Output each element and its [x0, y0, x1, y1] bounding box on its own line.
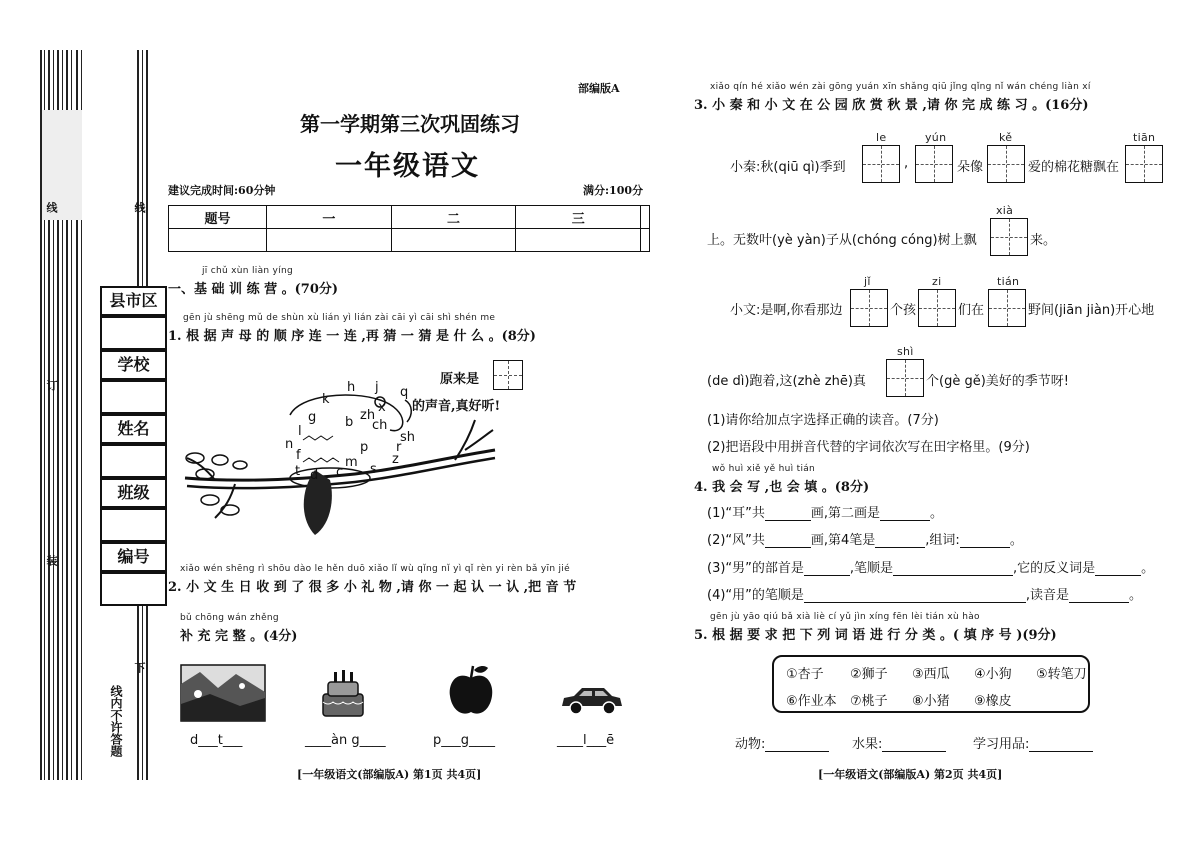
- car-icon: [560, 684, 624, 716]
- q3-line2-a: 上。无数叶(yè yàn)子从(chóng cóng)树上飘: [707, 233, 977, 248]
- score-cell[interactable]: [516, 229, 641, 252]
- score-cell[interactable]: [267, 229, 392, 252]
- gift-answer-1[interactable]: d___t___: [190, 733, 243, 748]
- tian-box-tian[interactable]: [1125, 145, 1163, 183]
- word-item: ⑦桃子: [850, 694, 888, 709]
- q4-line3-d: 。: [1141, 561, 1155, 576]
- section1-title: 一、基 础 训 练 营 。(70分): [168, 282, 339, 297]
- letter[interactable]: z: [392, 452, 399, 467]
- tian-box-shi[interactable]: [886, 359, 924, 397]
- landscape-picture-icon: [180, 664, 266, 722]
- table-header-cell: 一: [267, 206, 392, 229]
- q4-pinyin: wǒ huì xiě yě huì tián: [712, 464, 816, 474]
- q3-line1-b: 朵像: [957, 160, 984, 175]
- box-pinyin-shi: shì: [897, 345, 914, 358]
- category-label: 动物:: [735, 737, 766, 752]
- q3-pinyin: xiǎo qín hé xiǎo wén zài gōng yuán xīn shǎng qiū jǐng qǐng nǐ wán chéng liàn xí: [710, 82, 1091, 92]
- q4-line2-d: 。: [1009, 533, 1023, 548]
- right-footer: [一年级语文(部编版A) 第2页 共4页]: [818, 768, 1003, 781]
- q2-text2: 补 充 完 整 。(4分): [180, 629, 298, 644]
- tian-box-le[interactable]: [862, 145, 900, 183]
- q4-line1-b: 画,第二画是: [810, 506, 881, 521]
- letter[interactable]: g: [308, 410, 317, 425]
- q3-line3-a: 小文:是啊,你看那边: [730, 303, 843, 318]
- word-item: ⑥作业本: [786, 694, 837, 709]
- box-pinyin-ke: kě: [999, 131, 1013, 144]
- box-pinyin-xia: xià: [996, 204, 1014, 217]
- section1-pinyin: jī chǔ xùn liàn yíng: [202, 266, 293, 276]
- name-label: 姓名: [100, 414, 167, 444]
- letter[interactable]: h: [347, 380, 356, 395]
- q4-text: 4. 我 会 写 ,也 会 填 。(8分): [694, 480, 870, 495]
- letter[interactable]: c: [336, 465, 344, 480]
- category-label: 水果:: [852, 737, 883, 752]
- answer-blank[interactable]: [960, 534, 1010, 548]
- letter[interactable]: x: [378, 400, 386, 415]
- word-item: ⑧小猪: [912, 694, 950, 709]
- box-pinyin-tian2: tián: [997, 275, 1020, 288]
- answer-blank[interactable]: [882, 738, 946, 752]
- letter[interactable]: r: [396, 440, 402, 455]
- letter[interactable]: d: [310, 468, 319, 483]
- answer-blank[interactable]: [875, 534, 925, 548]
- box-pinyin-le: le: [876, 131, 887, 144]
- class-label: 班级: [100, 478, 167, 508]
- q4-line3-c: ,它的反义词是: [1013, 561, 1096, 576]
- q3-line3-d: 野间(jiān jiàn)开心地: [1028, 303, 1155, 318]
- letter[interactable]: q: [400, 385, 409, 400]
- word-item: ④小狗: [974, 667, 1012, 682]
- q4-line4-b: ,读音是: [1025, 588, 1070, 603]
- bird-branch-illustration: [175, 370, 505, 545]
- answer-blank[interactable]: [893, 562, 1013, 576]
- county-label: 县市区: [100, 286, 167, 316]
- answer-blank[interactable]: [765, 738, 829, 752]
- score-cell[interactable]: [641, 229, 650, 252]
- table-header-cell: [641, 206, 650, 229]
- table-header-cell: 题号: [169, 206, 267, 229]
- category-fruit: [852, 733, 946, 752]
- letter[interactable]: p: [360, 440, 369, 455]
- cake-icon: [318, 664, 368, 719]
- q3-sub1: (1)请你给加点字选择正确的读音。(7分): [707, 413, 939, 428]
- q1-text: 1. 根 据 声 母 的 顺 序 连 一 连 ,再 猜 一 猜 是 什 么 。(8分): [168, 329, 536, 344]
- margin-mark-pack: 装: [45, 555, 58, 566]
- answer-blank[interactable]: [880, 507, 930, 521]
- letter[interactable]: s: [370, 462, 377, 477]
- q3-line1-a: 小秦:秋(qiū qì)季到: [730, 160, 846, 175]
- word-item: ⑤转笔刀: [1036, 667, 1087, 682]
- table-header-cell: 三: [516, 206, 641, 229]
- answer-blank[interactable]: [765, 534, 811, 548]
- letter[interactable]: j: [375, 380, 379, 395]
- category-animals: [735, 733, 829, 752]
- q3-text: 3. 小 秦 和 小 文 在 公 园 欣 赏 秋 景 ,请 你 完 成 练 习 。(16分): [694, 98, 1089, 113]
- q3-line4-a: (de dì)跑着,这(zhè zhē)真: [707, 374, 866, 389]
- q4-line4: [707, 584, 1142, 603]
- letter[interactable]: f: [296, 448, 301, 463]
- exam-title: 第一学期第三次巩固练习: [300, 112, 520, 136]
- table-header-cell: 二: [391, 206, 516, 229]
- q4-line1-a: (1)“耳”共: [707, 506, 765, 521]
- letter[interactable]: b: [345, 415, 354, 430]
- q4-line1: [707, 502, 943, 521]
- q3-line3-b: 个孩: [890, 303, 917, 318]
- letter[interactable]: zh: [360, 408, 376, 423]
- letter[interactable]: k: [322, 392, 330, 407]
- score-cell[interactable]: [169, 229, 267, 252]
- answer-blank[interactable]: [1069, 589, 1129, 603]
- q1-bubble-line1: 原来是: [440, 372, 480, 387]
- score-table-row: [169, 229, 650, 252]
- box-pinyin-tian: tiān: [1133, 131, 1156, 144]
- margin-side-note: 下: [133, 662, 146, 673]
- answer-blank[interactable]: [804, 562, 850, 576]
- word-item: ③西瓜: [912, 667, 950, 682]
- binding-strip: [40, 50, 158, 780]
- box-pinyin-ji: jǐ: [864, 275, 871, 288]
- score-table: [168, 205, 650, 252]
- box-pinyin-yun: yún: [925, 131, 947, 144]
- q3-sub2: (2)把语段中用拼音代替的字词依次写在田字格里。(9分): [707, 440, 1030, 455]
- county-field[interactable]: [100, 316, 167, 350]
- score-cell[interactable]: [391, 229, 516, 252]
- letter[interactable]: sh: [400, 430, 416, 445]
- school-label: 学校: [100, 350, 167, 380]
- letter[interactable]: ch: [372, 418, 388, 433]
- margin-mark-line: 线: [45, 202, 58, 213]
- answer-blank[interactable]: [1095, 562, 1141, 576]
- q4-line2-c: ,组词:: [925, 533, 960, 548]
- q2-pinyin2: bǔ chōng wán zhěng: [180, 613, 279, 623]
- tian-box-zi[interactable]: [918, 289, 956, 327]
- class-field[interactable]: [100, 508, 167, 542]
- q5-pinyin: gēn jù yāo qiú bǎ xià liè cí yǔ jìn xíng fēn lèi tián xù hào: [710, 612, 980, 622]
- subject-title: 一年级语文: [335, 151, 480, 182]
- word-item: ①杏子: [786, 667, 824, 682]
- q2-text: 2. 小 文 生 日 收 到 了 很 多 小 礼 物 ,请 你 一 起 认 一 认 ,把 音 节: [168, 580, 577, 595]
- gift-answer-3[interactable]: p___g____: [433, 733, 496, 748]
- category-label: 学习用品:: [973, 737, 1030, 752]
- q3-line4-b: 个(gè gě)美好的季节呀!: [926, 374, 1069, 389]
- q3-line1-c: 爱的棉花糖飘在: [1028, 160, 1120, 175]
- q4-line2: [707, 529, 1023, 548]
- box-pinyin-zi: zi: [932, 275, 942, 288]
- left-footer: [一年级语文(部编版A) 第1页 共4页]: [297, 768, 482, 781]
- q4-line3: [707, 557, 1154, 576]
- margin-bottom-note: 线内不许答题: [109, 685, 123, 757]
- gift-answer-4[interactable]: ____l___ē: [557, 733, 615, 748]
- edition-label: 部编版A: [578, 82, 620, 95]
- category-supplies: [973, 733, 1093, 752]
- letter[interactable]: m: [345, 455, 358, 470]
- q2-pinyin: xiǎo wén shēng rì shōu dào le hěn duō xiǎo lǐ wù qǐng nǐ yì qǐ rèn yi rèn bǎ yīn jié: [180, 564, 570, 574]
- number-field[interactable]: [100, 572, 167, 606]
- gift-answer-2[interactable]: ____àn g____: [305, 733, 386, 748]
- q3-line3-c: 们在: [958, 303, 985, 318]
- q4-line2-a: (2)“风”共: [707, 533, 765, 548]
- word-item: ②狮子: [850, 667, 888, 682]
- number-label: 编号: [100, 542, 167, 572]
- q4-line1-c: 。: [930, 506, 944, 521]
- q5-text: 5. 根 据 要 求 把 下 列 词 语 进 行 分 类 。( 填 序 号 )(9分): [694, 628, 1057, 643]
- q4-line3-a: (3)“男”的部首是: [707, 561, 804, 576]
- tian-box-xia[interactable]: [990, 218, 1028, 256]
- q4-line4-c: 。: [1129, 588, 1143, 603]
- answer-blank[interactable]: [1029, 738, 1093, 752]
- name-field[interactable]: [100, 444, 167, 478]
- score-table-header: [169, 206, 650, 229]
- letter[interactable]: t: [295, 464, 301, 479]
- q3-line1-comma: ,: [904, 156, 909, 171]
- school-field[interactable]: [100, 380, 167, 414]
- full-score: 满分:100分: [583, 184, 644, 197]
- q3-line2-b: 来。: [1030, 233, 1057, 248]
- time-note: 建议完成时间:60分钟: [168, 184, 276, 197]
- word-item: ⑨橡皮: [974, 694, 1012, 709]
- answer-blank[interactable]: [765, 507, 811, 521]
- letter[interactable]: l: [298, 424, 302, 439]
- q1-bubble-line2: 的声音,真好听!: [412, 399, 501, 414]
- apple-icon: [446, 662, 496, 718]
- tian-box-ke[interactable]: [987, 145, 1025, 183]
- q4-line3-b: ,笔顺是: [849, 561, 894, 576]
- tian-box-tian2[interactable]: [988, 289, 1026, 327]
- margin-mark-bind: 订: [45, 380, 58, 391]
- letter[interactable]: n: [285, 437, 294, 452]
- answer-blank[interactable]: [804, 589, 1026, 603]
- tian-box-ji[interactable]: [850, 289, 888, 327]
- q1-pinyin: gēn jù shēng mǔ de shùn xù lián yì lián zài cāi yì cāi shì shén me: [183, 313, 496, 323]
- tian-box-yun[interactable]: [915, 145, 953, 183]
- margin-mark-line-right: 线: [133, 202, 146, 213]
- q4-line4-a: (4)“用”的笔顺是: [707, 588, 804, 603]
- q4-line2-b: 画,第4笔是: [810, 533, 876, 548]
